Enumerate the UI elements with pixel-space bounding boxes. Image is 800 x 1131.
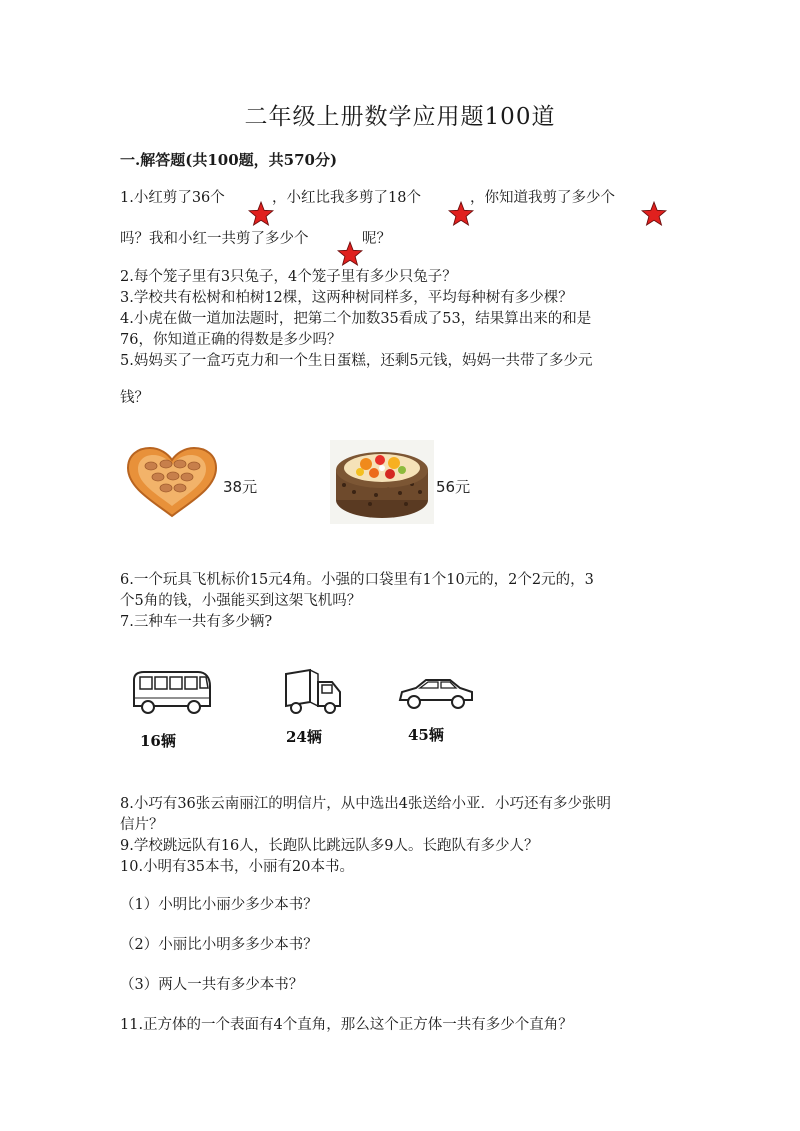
- q4-text-line2: 76，你知道正确的得数是多少吗？: [120, 332, 342, 348]
- q10-sub-3: （3）两人一共有多少本书？: [120, 977, 304, 993]
- star-icon: [337, 241, 363, 267]
- star-icon: [248, 201, 274, 227]
- truck-image: [282, 668, 346, 716]
- page-title: 二年级上册数学应用题100道: [244, 104, 556, 130]
- bus-image: [128, 668, 214, 716]
- q1-text-d: 吗？我和小红一共剪了多少个: [120, 231, 309, 247]
- q1-text-c: ，你知道我剪了多少个: [470, 190, 615, 206]
- q2-text: 2.每个笼子里有3只兔子，4个笼子里有多少只兔子？: [120, 269, 457, 285]
- cake-image: [330, 440, 434, 524]
- q7-text: 7.三种车一共有多少辆?: [120, 614, 273, 630]
- q8-text-line2: 信片？: [120, 817, 164, 833]
- car-count: 45辆: [408, 726, 444, 744]
- chocolate-price: 38元: [223, 478, 258, 496]
- cake-price: 56元: [436, 478, 471, 496]
- q6-text-line1: 6.一个玩具飞机标价15元4角。小强的口袋里有1个10元的，2个2元的，3: [120, 572, 594, 588]
- q10-text: 10.小明有35本书，小丽有20本书。: [120, 859, 354, 875]
- bus-count: 16辆: [140, 732, 176, 750]
- q5-text-line1: 5.妈妈买了一盒巧克力和一个生日蛋糕，还剩5元钱，妈妈一共带了多少元: [120, 353, 593, 369]
- q11-text: 11.正方体的一个表面有4个直角，那么这个正方体一共有多少个直角？: [120, 1017, 573, 1033]
- q10-sub-2: （2）小丽比小明多多少本书？: [120, 937, 318, 953]
- chocolate-box-image: [124, 446, 220, 518]
- star-icon: [448, 201, 474, 227]
- q3-text: 3.学校共有松树和柏树12棵，这两种树同样多，平均每种树有多少棵？: [120, 290, 573, 306]
- star-icon: [641, 201, 667, 227]
- q4-text-line1: 4.小虎在做一道加法题时，把第二个加数35看成了53，结果算出来的和是: [120, 311, 592, 327]
- q5-text-line2: 钱？: [120, 390, 149, 406]
- q6-text-line2: 个5角的钱，小强能买到这架飞机吗？: [120, 593, 362, 609]
- q1-text-e: 呢？: [362, 231, 391, 247]
- section-heading: 一.解答题(共100题，共570分): [120, 151, 338, 169]
- q9-text: 9.学校跳远队有16人，长跑队比跳远队多9人。长跑队有多少人？: [120, 838, 539, 854]
- q10-sub-1: （1）小明比小丽少多少本书？: [120, 897, 318, 913]
- car-image: [396, 674, 476, 712]
- q8-text-line1: 8.小巧有36张云南丽江的明信片，从中选出4张送给小亚．小巧还有多少张明: [120, 796, 612, 812]
- truck-count: 24辆: [286, 728, 322, 746]
- q1-text-b: ，小红比我多剪了18个: [272, 190, 421, 206]
- q1-text-a: 1.小红剪了36个: [120, 190, 225, 206]
